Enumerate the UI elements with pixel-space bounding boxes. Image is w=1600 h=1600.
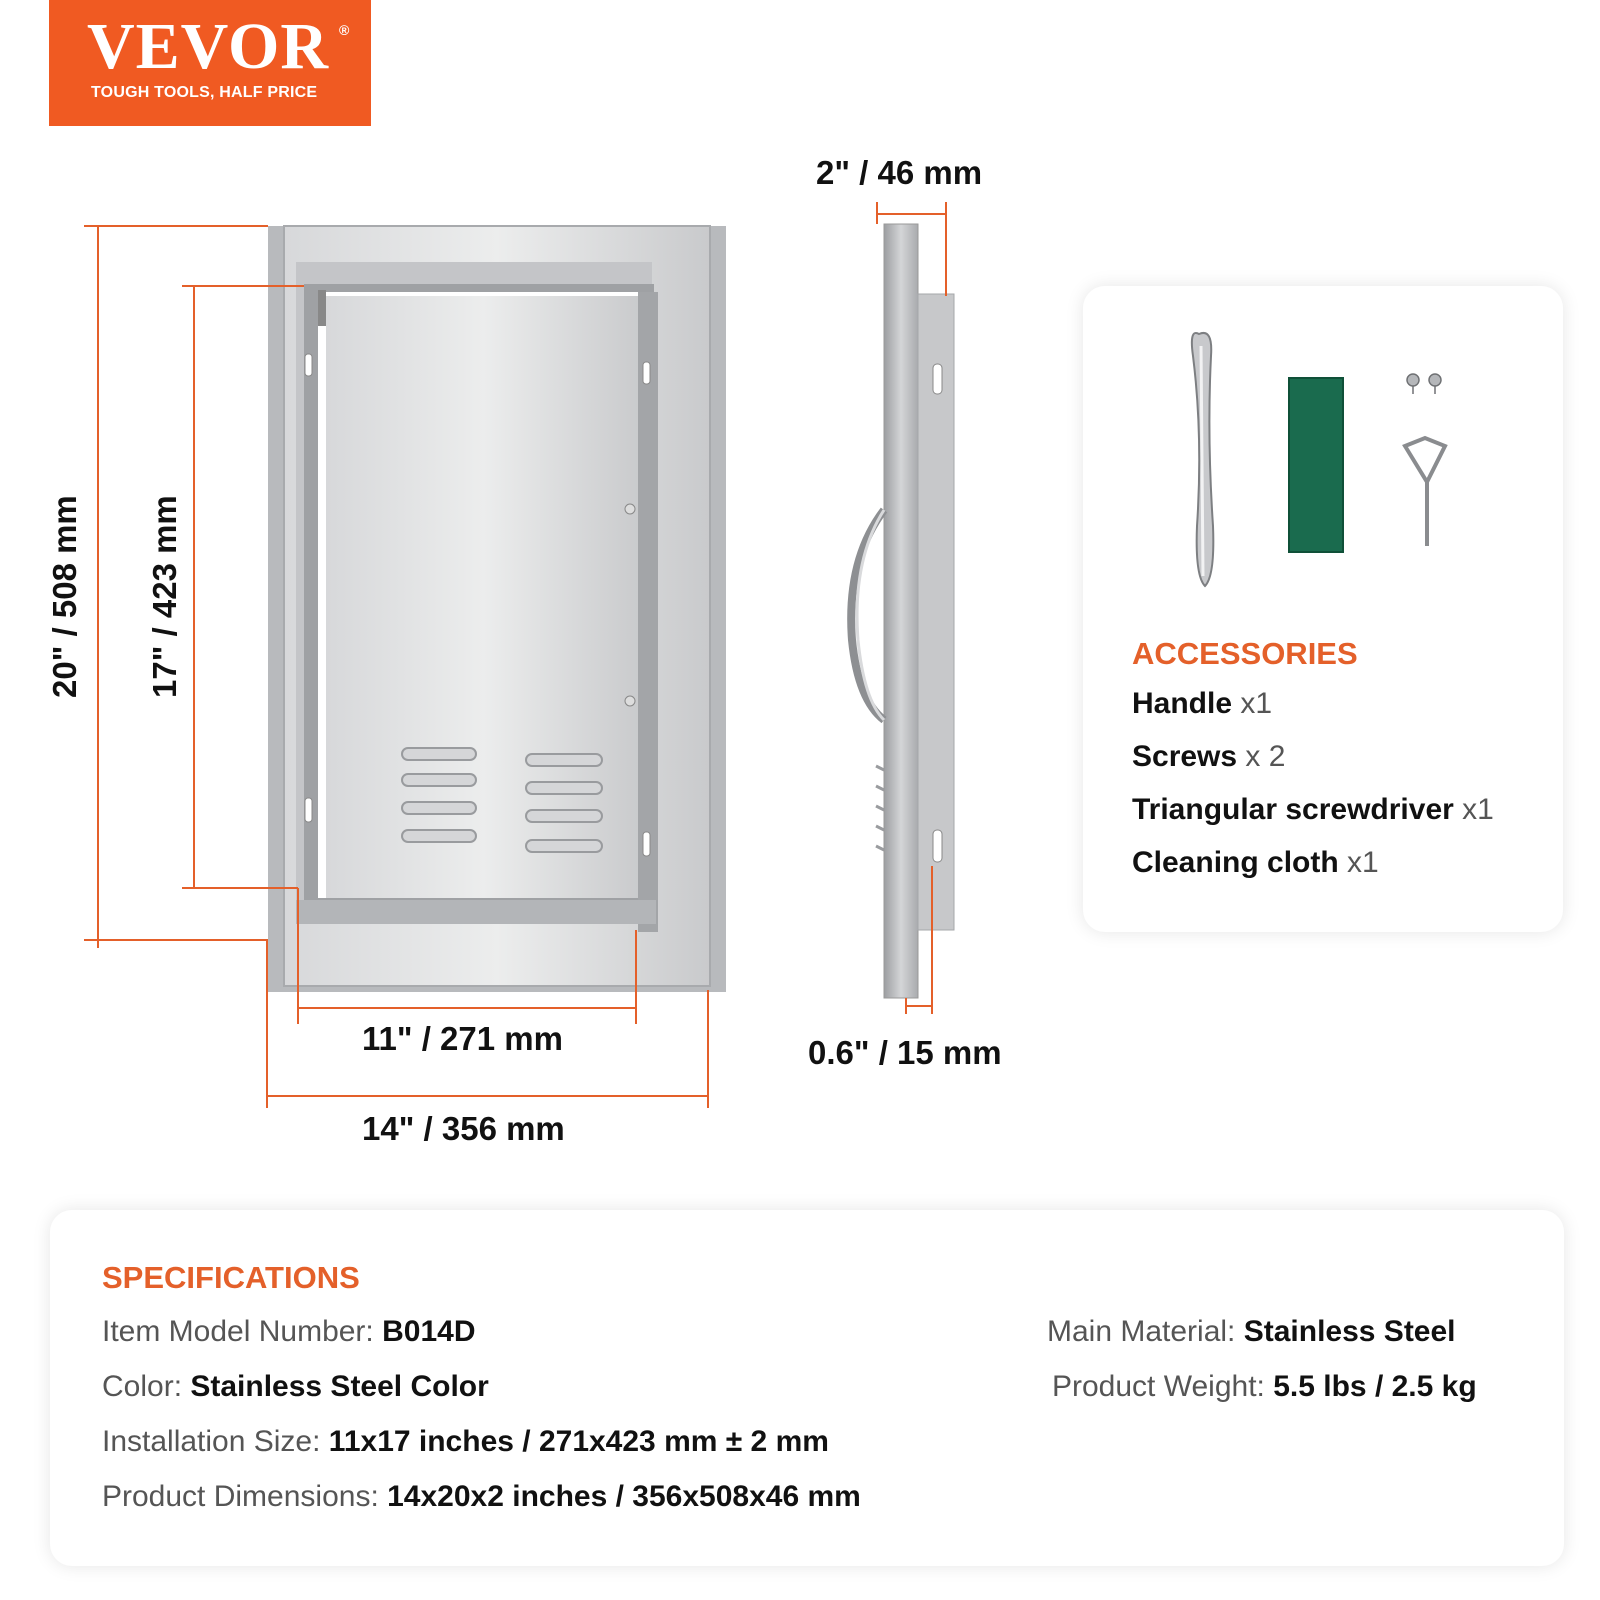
dim-depth: 2" / 46 mm <box>816 154 983 191</box>
accessories-title: ACCESSORIES <box>1132 636 1358 671</box>
dim-panel-thickness: 0.6" / 15 mm <box>808 1034 1002 1071</box>
accessories-illustration <box>1083 286 1563 616</box>
specifications-card <box>50 1210 1564 1566</box>
list-item: Handle x1 <box>1132 687 1273 720</box>
specifications-title: SPECIFICATIONS <box>102 1260 360 1295</box>
door-side-view <box>851 224 954 998</box>
spec-installation-size: Installation Size: 11x17 inches / 271x423 mm ± 2 mm <box>102 1425 829 1458</box>
screws-icon <box>1407 374 1441 394</box>
dim-height-outer: 20" / 508 mm <box>46 495 83 698</box>
dim-height-inner: 17" / 423 mm <box>146 495 183 698</box>
handle-icon <box>1192 333 1213 586</box>
list-item: Cleaning cloth x1 <box>1132 846 1379 879</box>
spec-product-weight: Product Weight: 5.5 lbs / 2.5 kg <box>1052 1370 1477 1403</box>
door-front-view <box>268 226 726 992</box>
brand-name: VEVOR <box>87 10 330 83</box>
list-item: Screws x 2 <box>1132 740 1286 773</box>
registered-mark: ® <box>339 22 350 38</box>
spec-main-material: Main Material: Stainless Steel <box>1047 1315 1456 1348</box>
door-diagram <box>0 0 1060 1180</box>
accessories-card <box>1083 286 1563 932</box>
cleaning-cloth-icon <box>1289 378 1343 552</box>
spec-product-dimensions: Product Dimensions: 14x20x2 inches / 356x508x46 mm <box>102 1480 861 1513</box>
brand-tagline: TOUGH TOOLS, HALF PRICE <box>91 84 318 101</box>
triangular-screwdriver-icon <box>1405 438 1445 546</box>
accessories-list <box>1132 684 1494 896</box>
spec-color: Color: Stainless Steel Color <box>102 1370 489 1403</box>
dim-width-outer: 14" / 356 mm <box>362 1110 565 1147</box>
spec-model: Item Model Number: B014D <box>102 1315 476 1348</box>
dim-width-inner: 11" / 271 mm <box>362 1020 563 1057</box>
list-item: Triangular screwdriver x1 <box>1132 793 1494 826</box>
